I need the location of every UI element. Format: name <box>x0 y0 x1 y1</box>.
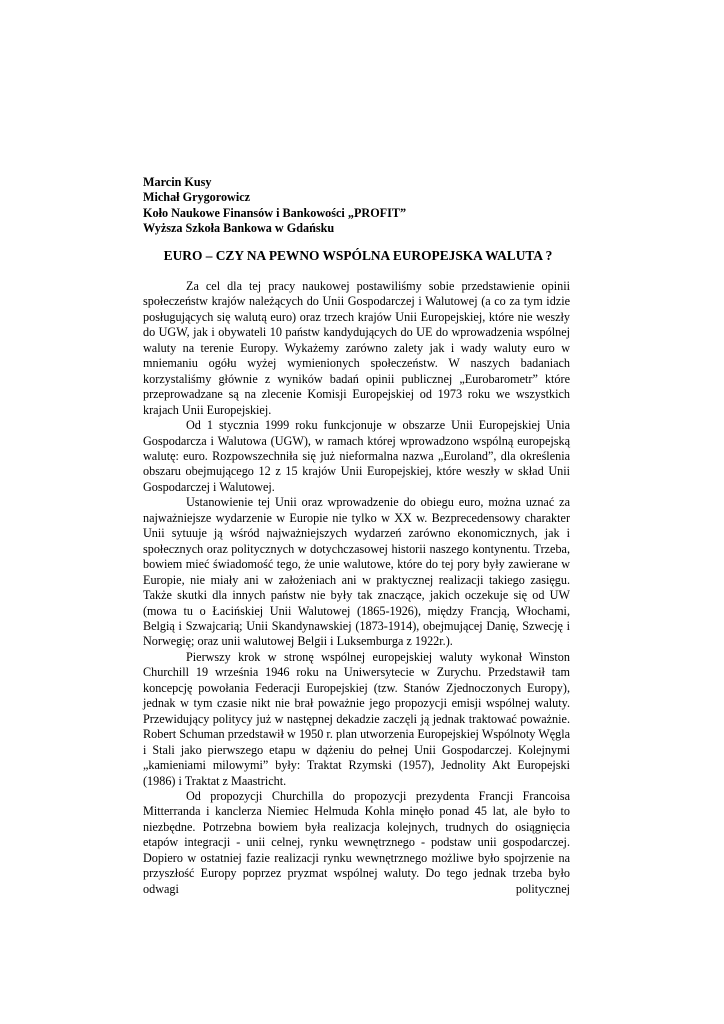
author-block <box>143 175 583 236</box>
affiliation-school: Wyższa Szkoła Bankowa w Gdańsku <box>143 220 335 235</box>
affiliation-club: Koło Naukowe Finansów i Bankowości „PROFIT” <box>143 205 407 220</box>
author-name: Michał Grygorowicz <box>143 190 251 205</box>
body-text <box>143 279 570 897</box>
paragraph: Od 1 stycznia 1999 roku funkcjonuje w obszarze Unii Europejskiej Unia Gospodarcza i Walutowa (UGW), w ramach której wprowadzono wspólną europejską walutę: euro. Rozpowszechniła się już nieformalna nazwa „Euroland”, dla określenia obszaru obejmującego 12 z 15 krajów Unii Europejskiej, które weszły w skład Unii Gospodarczej i Walutowej. <box>143 418 570 494</box>
paragraph: Za cel dla tej pracy naukowej postawiliśmy sobie przedstawienie opinii społeczeństw krajów należących do Unii Gospodarczej i Walutowej (a co za tym idzie posługujących się walutą euro) oraz trzech krajów Unii Europejskiej, które nie weszły do UGW, jak i obywateli 10 państw kandydujących do UE do wprowadzenia wspólnej waluty na terenie Europy. Wykażemy zarówno zalety jak i wady waluty euro w mniemaniu ogółu wyżej wymienionych społeczeństw. W naszych badaniach korzystaliśmy głównie z wyników badań opinii publicznej „Eurobarometr” które przeprowadzane są na zlecenie Komisji Europejskiej od 1973 roku we wszystkich krajach Unii Europejskiej. <box>143 279 570 417</box>
document-title: EURO – CZY NA PEWNO WSPÓLNA EUROPEJSKA WALUTA ? <box>163 248 553 263</box>
paragraph: Ustanowienie tej Unii oraz wprowadzenie do obiegu euro, można uznać za najważniejsze wydarzenie w Europie nie tylko w XX w. Bezprecedensowy charakter Unii sytuuje ją wśród najważniejszych wydarzeń zarówno ekonomicznych, jak i społecznych oraz politycznych w dotychczasowej historii naszego kontynentu. Trzeba, bowiem mieć świadomość tego, że unie walutowe, które do tej pory były zawierane w Europie, nie miały ani w założeniach ani w praktycznej realizacji takiego zasięgu. Także skutki dla innych państw nie były tak znaczące, jakich oczekuje się od UW (mowa tu o Łacińskiej Unii Walutowej (1865-1926), między Francją, Włochami, Belgią i Szwajcarią; Unii Skandynawskiej (1873-1914), obejmującej Danię, Szwecję i Norwegię; oraz unii walutowej Belgii i Luksemburga z 1922r.). <box>143 495 570 649</box>
paragraph: Pierwszy krok w stronę wspólnej europejskiej waluty wykonał Winston Churchill 19 września 1946 roku na Uniwersytecie w Zurychu. Przedstawił tam koncepcję powołania Federacji Europejskiej (tzw. Stanów Zjednoczonych Europy), jednak w tym czasie nikt nie brał poważnie jego propozycji emisji wspólnej waluty. Przewidujący politycy już w następnej dekadzie zaczęli ją jednak traktować poważnie. Robert Schuman przedstawił w 1950 r. plan utworzenia Europejskiej Wspólnoty Węgla i Stali jako pierwszego etapu w dążeniu do pełnej Unii Gospodarczej. Kolejnymi „kamieniami milowymi” były: Traktat Rzymski (1957), Jednolity Akt Europejski (1986) i Traktat z Maastricht. <box>143 649 570 788</box>
author-name: Marcin Kusy <box>143 175 212 189</box>
paragraph: Od propozycji Churchilla do propozycji prezydenta Francji Francoisa Mitterranda i kanclerza Niemiec Helmuda Kohla minęło ponad 45 lat, ale było to niezbędne. Potrzebna bowiem była realizacja kolejnych, trudnych do osiągnięcia etapów integracji - unii celnej, rynku wewnętrznego - podstaw unii gospodarczej. Dopiero w ostatniej fazie realizacji rynku wewnętrznego możliwe było spojrzenie na przyszłość Europy poprzez pryzmat wspólnej waluty. Do tego jednak trzeba było odwagi politycznej <box>143 788 570 896</box>
